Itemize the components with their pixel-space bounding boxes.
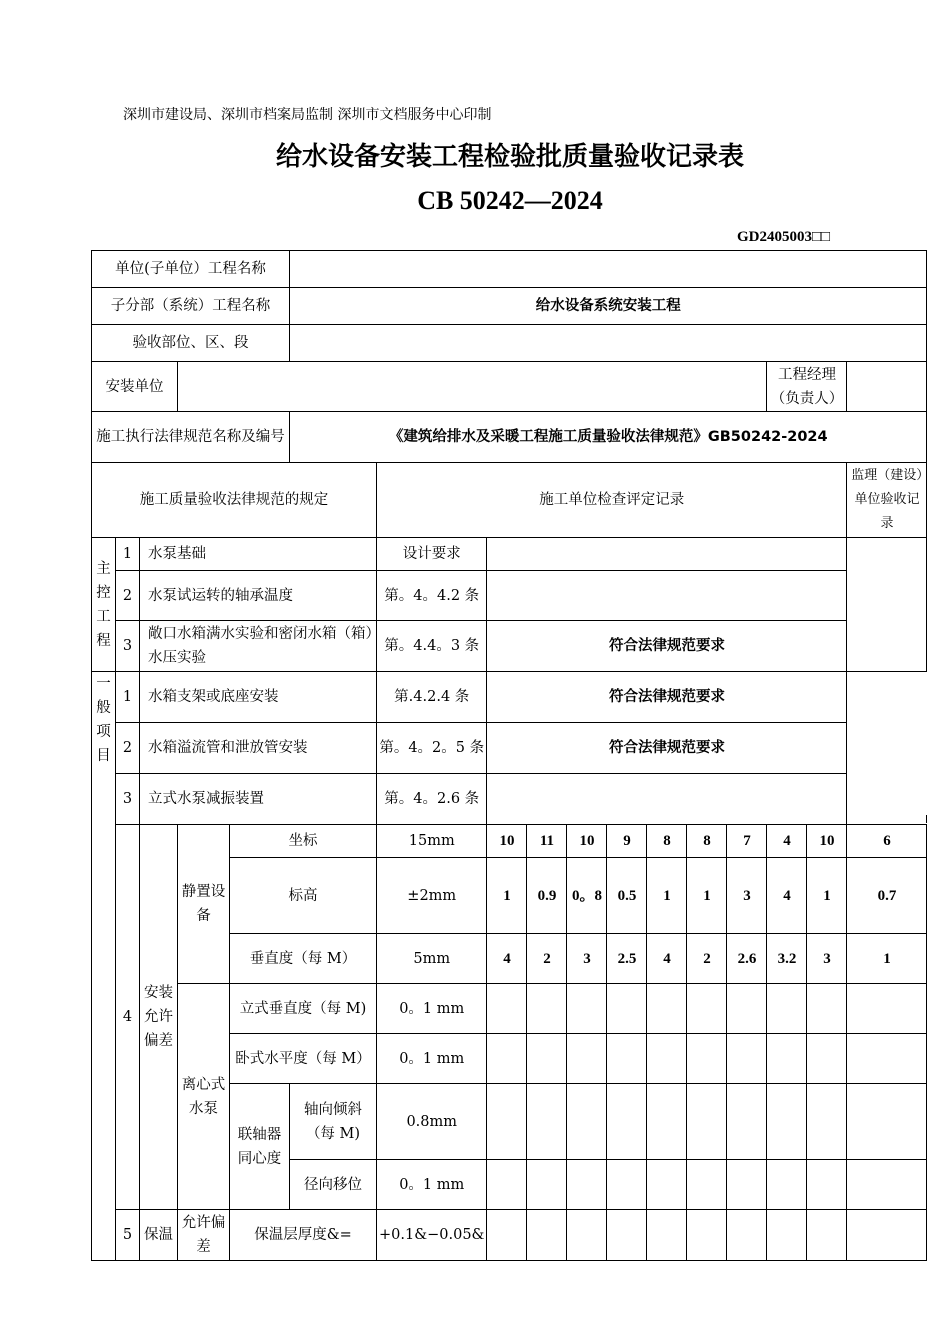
dev-spec: 0。1 mm	[377, 984, 487, 1034]
item-clause: 第。4。4.2 条	[377, 571, 487, 621]
part-label: 验收部位、区、段	[92, 325, 290, 362]
measure-cell	[487, 984, 527, 1034]
insulation-spec: +0.1&−0.05&	[377, 1210, 487, 1261]
measure-cell	[487, 1210, 527, 1261]
item-number: 2	[116, 723, 140, 774]
item-clause: 第.4.2.4 条	[377, 672, 487, 723]
static-equipment-label: 静置设备	[178, 825, 230, 984]
measure-cell	[847, 1210, 927, 1261]
item-name: 立式水泵减振装置	[140, 774, 377, 825]
measure-cell: 4	[767, 825, 807, 858]
measure-cell	[767, 1034, 807, 1084]
measure-cell: 0.9	[527, 858, 567, 934]
measure-cell	[687, 984, 727, 1034]
margin-tick	[926, 815, 927, 823]
supervisor-cell	[847, 672, 927, 825]
item-number: 2	[116, 571, 140, 621]
centrifugal-pump-label: 离心式水泵	[178, 984, 230, 1210]
measure-cell	[607, 1160, 647, 1210]
measure-cell: 1	[687, 858, 727, 934]
measure-cell: 0.5	[607, 858, 647, 934]
norm-value: 《建筑给排水及采暖工程施工质量验收法律规范》GB50242-2024	[290, 412, 927, 463]
measure-cell: 0。8	[567, 858, 607, 934]
item-number: 1	[116, 538, 140, 571]
measure-cell	[567, 984, 607, 1034]
measure-cell: 2	[527, 934, 567, 984]
general-label: 一般项目	[92, 672, 116, 825]
measure-cell	[647, 984, 687, 1034]
measure-cell: 3.2	[767, 934, 807, 984]
supervisor-column-header: 监理（建设）单位验收记录	[847, 463, 927, 538]
measure-cell	[527, 1210, 567, 1261]
dev-name: 卧式水平度（每 M）	[230, 1034, 377, 1084]
measure-cell	[687, 1210, 727, 1261]
deviation-label: 安装允许偏差	[140, 825, 178, 1210]
measure-cell	[647, 1160, 687, 1210]
measure-cell: 2.6	[727, 934, 767, 984]
measure-cell: 3	[567, 934, 607, 984]
measure-cell	[727, 1034, 767, 1084]
measure-cell	[567, 1160, 607, 1210]
measure-cell	[767, 1210, 807, 1261]
form-code: GD2405003□□	[737, 229, 831, 245]
measure-cell	[767, 1160, 807, 1210]
item-result: 符合法律规范要求	[487, 621, 847, 672]
item-number: 3	[116, 621, 140, 672]
measure-cell	[527, 984, 567, 1034]
measure-cell: 10	[567, 825, 607, 858]
item-name: 水泵试运转的轴承温度	[140, 571, 377, 621]
norm-label: 施工执行法律规范名称及编号	[92, 412, 290, 463]
measure-cell: 1	[647, 858, 687, 934]
measure-cell	[687, 1034, 727, 1084]
item-result	[487, 774, 847, 825]
measure-cell	[567, 1034, 607, 1084]
measure-cell	[687, 1160, 727, 1210]
deviation-number: 4	[116, 825, 140, 1210]
measure-cell	[847, 1084, 927, 1160]
measure-cell: 9	[607, 825, 647, 858]
manager-label: 工程经理（负责人）	[767, 362, 847, 412]
insulation-number: 5	[116, 1210, 140, 1261]
item-clause: 第。4.4。3 条	[377, 621, 487, 672]
measure-cell: 3	[727, 858, 767, 934]
insulation-label: 保温	[140, 1210, 178, 1261]
measure-cell	[567, 1084, 607, 1160]
item-result	[487, 571, 847, 621]
spec-column-header: 施工质量验收法律规范的规定	[92, 463, 377, 538]
measure-cell	[727, 984, 767, 1034]
dev-name: 垂直度（每 M）	[230, 934, 377, 984]
dev-spec: 5mm	[377, 934, 487, 984]
unit-value	[290, 251, 927, 288]
coupling-label: 联轴器同心度	[230, 1084, 290, 1210]
part-value	[290, 325, 927, 362]
measure-cell	[807, 1160, 847, 1210]
measure-cell	[767, 1084, 807, 1160]
measure-cell: 1	[807, 858, 847, 934]
form-title: 给水设备安装工程检验批质量验收记录表	[275, 142, 744, 172]
item-result	[487, 538, 847, 571]
measure-cell	[807, 1034, 847, 1084]
measure-cell	[487, 1084, 527, 1160]
left-margin-cell	[92, 825, 116, 1261]
measure-cell: 0.7	[847, 858, 927, 934]
measure-cell	[607, 984, 647, 1034]
measure-cell	[607, 1034, 647, 1084]
item-number: 1	[116, 672, 140, 723]
measure-cell	[727, 1160, 767, 1210]
measure-cell: 6	[847, 825, 927, 858]
item-clause: 第。4。2。5 条	[377, 723, 487, 774]
sub-project-label: 子分部（系统）工程名称	[92, 288, 290, 325]
measure-cell	[767, 984, 807, 1034]
measure-cell: 4	[767, 858, 807, 934]
dev-name: 径向移位	[290, 1160, 377, 1210]
sub-project-value: 给水设备系统安装工程	[290, 288, 927, 325]
main-control-label: 主控工程	[92, 538, 116, 672]
measure-cell: 11	[527, 825, 567, 858]
item-result: 符合法律规范要求	[487, 672, 847, 723]
install-unit-value	[178, 362, 767, 412]
measure-cell	[487, 1034, 527, 1084]
dev-name: 轴向倾斜（每 M)	[290, 1084, 377, 1160]
measure-cell: 2	[687, 934, 727, 984]
insulation-sub-label: 允许偏差	[178, 1210, 230, 1261]
measure-cell	[847, 1160, 927, 1210]
install-unit-label: 安装单位	[92, 362, 178, 412]
measure-cell	[567, 1210, 607, 1261]
item-result: 符合法律规范要求	[487, 723, 847, 774]
measure-cell	[807, 1084, 847, 1160]
inspection-table	[91, 250, 931, 1261]
measure-cell: 10	[807, 825, 847, 858]
measure-cell	[727, 1210, 767, 1261]
measure-cell	[647, 1084, 687, 1160]
standard-code: CB 50242—2024	[417, 186, 603, 215]
supervisor-cell	[927, 825, 932, 1261]
measure-cell	[647, 1034, 687, 1084]
measure-cell: 8	[687, 825, 727, 858]
dev-spec: 0.8mm	[377, 1084, 487, 1160]
measure-cell	[807, 1210, 847, 1261]
measure-cell	[847, 1034, 927, 1084]
measure-cell	[727, 1084, 767, 1160]
item-name: 敞口水箱满水实验和密闭水箱（箱）水压实验	[140, 621, 377, 672]
measure-cell	[607, 1210, 647, 1261]
measure-cell	[847, 984, 927, 1034]
measure-cell: 4	[487, 934, 527, 984]
dev-name: 坐标	[230, 825, 377, 858]
measure-cell	[607, 1084, 647, 1160]
measure-cell	[487, 1160, 527, 1210]
supervisor-cell	[847, 538, 927, 672]
measure-cell	[527, 1160, 567, 1210]
measure-cell: 1	[847, 934, 927, 984]
issuer-line: 深圳市建设局、深圳市档案局监制 深圳市文档服务中心印制	[123, 107, 492, 123]
measure-cell: 8	[647, 825, 687, 858]
record-column-header: 施工单位检查评定记录	[377, 463, 847, 538]
dev-name: 标高	[230, 858, 377, 934]
measure-cell: 10	[487, 825, 527, 858]
dev-spec: 15mm	[377, 825, 487, 858]
dev-name: 立式垂直度（每 M)	[230, 984, 377, 1034]
item-clause: 第。4。2.6 条	[377, 774, 487, 825]
measure-cell: 7	[727, 825, 767, 858]
dev-spec: 0。1 mm	[377, 1034, 487, 1084]
measure-cell	[687, 1084, 727, 1160]
item-name: 水箱溢流管和泄放管安装	[140, 723, 377, 774]
measure-cell: 3	[807, 934, 847, 984]
item-clause: 设计要求	[377, 538, 487, 571]
measure-cell	[647, 1210, 687, 1261]
dev-spec: ±2mm	[377, 858, 487, 934]
measure-cell: 4	[647, 934, 687, 984]
dev-spec: 0。1 mm	[377, 1160, 487, 1210]
measure-cell	[807, 984, 847, 1034]
item-number: 3	[116, 774, 140, 825]
item-name: 水泵基础	[140, 538, 377, 571]
manager-value	[847, 362, 927, 412]
item-name: 水箱支架或底座安装	[140, 672, 377, 723]
measure-cell: 2.5	[607, 934, 647, 984]
insulation-name: 保温层厚度&=	[230, 1210, 377, 1261]
unit-label: 单位(子单位）工程名称	[92, 251, 290, 288]
measure-cell	[527, 1084, 567, 1160]
measure-cell	[527, 1034, 567, 1084]
measure-cell: 1	[487, 858, 527, 934]
